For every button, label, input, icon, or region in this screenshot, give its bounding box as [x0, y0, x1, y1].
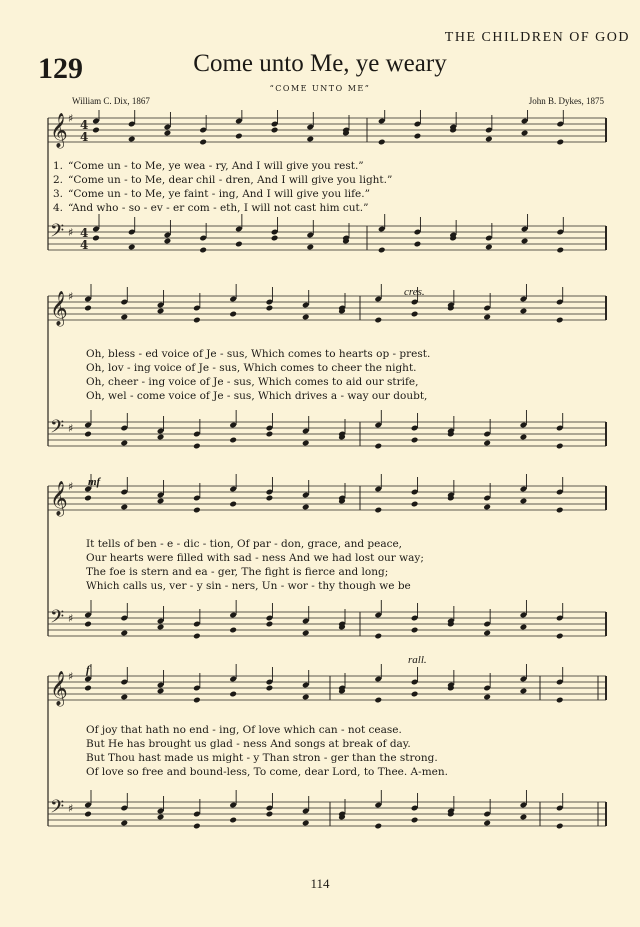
note-head — [84, 495, 92, 502]
note-head — [520, 624, 528, 631]
note-head — [556, 697, 564, 704]
note-head — [374, 697, 382, 704]
note-head — [157, 688, 165, 695]
time-signature-bottom: 4 — [80, 238, 89, 252]
key-sharp-icon: ♯ — [68, 670, 74, 683]
page-number: 114 — [310, 876, 330, 891]
note-head — [302, 440, 310, 447]
music-system-2 — [0, 282, 640, 462]
note-head — [414, 133, 422, 140]
bass-clef-icon: 𝄢 — [50, 417, 65, 442]
music-system-3 — [0, 472, 640, 652]
lyric-line: Which calls us, ver - y sin - ners, Un - wor - thy though we be — [86, 580, 411, 592]
note-head — [520, 688, 528, 695]
composer-credit: John B. Dykes, 1875 — [528, 96, 604, 106]
note-head — [302, 314, 310, 321]
note-head — [520, 434, 528, 441]
note-head — [556, 823, 564, 830]
note-head — [302, 820, 310, 827]
note-head — [84, 431, 92, 438]
note-head — [128, 136, 136, 143]
lyric-line: Oh, bless - ed voice of Je - sus, Which comes to hearts op - prest. — [86, 348, 431, 360]
lyric-line — [45, 174, 392, 187]
lyric-line: It tells of ben - e - dic - tion, Of par - don, grace, and peace, — [86, 538, 403, 550]
bass-clef-icon: 𝄢 — [50, 797, 65, 822]
key-sharp-icon: ♯ — [68, 802, 74, 815]
note-head — [92, 127, 100, 134]
note-head — [92, 235, 100, 242]
note-head — [556, 317, 564, 324]
note-head — [266, 305, 274, 312]
verse-number: 2. — [52, 174, 63, 186]
lyric-text: “Come un - to Me, dear chil - dren, And I will give you light.” — [68, 174, 393, 186]
note-head — [302, 694, 310, 701]
key-sharp-icon: ♯ — [68, 290, 74, 303]
lyric-text: “Come un - to Me, ye faint - ing, And I will give you life.” — [68, 188, 370, 200]
note-head — [556, 247, 564, 254]
music-system-1 — [0, 110, 640, 270]
hymn-number: 129 — [38, 52, 83, 85]
key-sharp-icon: ♯ — [68, 112, 74, 125]
lyric-line: The foe is stern and ea - ger, The fight is fierce and long; — [86, 566, 389, 578]
note-head — [199, 247, 207, 254]
bass-clef-icon: 𝄢 — [50, 221, 65, 246]
note-head — [157, 308, 165, 315]
note-head — [84, 621, 92, 628]
note-head — [411, 627, 419, 634]
note-head — [556, 633, 564, 640]
dynamic-f: f — [86, 664, 90, 676]
note-head — [411, 437, 419, 444]
treble-clef-icon: 𝄞 — [50, 671, 68, 706]
lyric-line: Oh, wel - come voice of Je - sus, Which drives a - way our doubt, — [86, 390, 428, 402]
note-head — [302, 630, 310, 637]
note-head — [157, 498, 165, 505]
note-head — [229, 437, 237, 444]
note-head — [374, 633, 382, 640]
note-head — [520, 498, 528, 505]
section-title: THE CHILDREN OF GOD — [444, 30, 630, 45]
note-head — [229, 311, 237, 318]
note-head — [193, 443, 201, 450]
lyric-line — [45, 160, 364, 173]
lyric-line: Oh, cheer - ing voice of Je - sus, Which comes to aid our strife, — [86, 376, 419, 388]
note-head — [483, 504, 491, 511]
note-head — [120, 630, 128, 637]
note-head — [120, 314, 128, 321]
verse-number: 4. — [52, 202, 63, 214]
note-head — [374, 507, 382, 514]
note-head — [520, 814, 528, 821]
note-head — [193, 507, 201, 514]
note-head — [120, 504, 128, 511]
key-sharp-icon: ♯ — [68, 422, 74, 435]
note-head — [266, 431, 274, 438]
note-head — [411, 817, 419, 824]
note-head — [84, 305, 92, 312]
note-head — [229, 691, 237, 698]
note-head — [199, 139, 207, 146]
lyric-text: “Come un - to Me, ye wea - ry, And I will give you rest.” — [68, 160, 364, 172]
lyric-line — [45, 188, 370, 201]
note-head — [485, 136, 493, 143]
note-head — [483, 630, 491, 637]
treble-clef-icon: 𝄞 — [50, 291, 68, 326]
note-head — [193, 317, 201, 324]
verse-number: 1. — [52, 160, 63, 172]
note-head — [157, 814, 165, 821]
note-head — [306, 136, 314, 143]
note-head — [378, 139, 386, 146]
note-head — [235, 241, 243, 248]
lyric-line: Oh, lov - ing voice of Je - sus, Which comes to cheer the night. — [86, 362, 417, 374]
key-sharp-icon: ♯ — [68, 612, 74, 625]
dynamic-rall: rall. — [408, 654, 427, 666]
dynamic-cres: cres. — [404, 286, 425, 298]
note-head — [84, 685, 92, 692]
music-system-4 — [0, 654, 640, 844]
note-head — [374, 823, 382, 830]
verse-number: 3. — [52, 188, 63, 200]
time-signature-bottom: 4 — [80, 130, 89, 144]
lyric-line: Of love so free and bound-less, To come, dear Lord, to Thee. A-men. — [86, 766, 448, 778]
note-head — [521, 130, 529, 137]
note-head — [374, 443, 382, 450]
note-head — [271, 235, 279, 242]
note-head — [128, 244, 136, 251]
note-head — [483, 314, 491, 321]
note-head — [266, 811, 274, 818]
note-head — [229, 817, 237, 824]
note-head — [193, 697, 201, 704]
note-head — [483, 820, 491, 827]
lyric-text: “And who - so - ev - er com - eth, I will not cast him cut.” — [68, 202, 369, 214]
author-credit: William C. Dix, 1867 — [72, 96, 150, 106]
note-head — [84, 811, 92, 818]
note-head — [414, 241, 422, 248]
note-head — [120, 820, 128, 827]
note-head — [411, 311, 419, 318]
note-head — [556, 507, 564, 514]
time-signature-top: 4 — [80, 118, 89, 132]
note-head — [164, 130, 172, 137]
note-head — [520, 308, 528, 315]
note-head — [266, 495, 274, 502]
note-head — [411, 501, 419, 508]
note-head — [271, 127, 279, 134]
lyric-line — [45, 202, 368, 215]
lyric-line: But He has brought us glad - ness And songs at break of day. — [86, 738, 411, 750]
note-head — [306, 244, 314, 251]
key-sharp-icon: ♯ — [68, 226, 74, 239]
note-head — [485, 244, 493, 251]
note-head — [120, 440, 128, 447]
hymn-title: Come unto Me, ye weary — [193, 50, 447, 77]
lyric-line: Our hearts were filled with sad - ness And we had lost our way; — [86, 552, 424, 564]
note-head — [556, 443, 564, 450]
note-head — [556, 139, 564, 146]
note-head — [120, 694, 128, 701]
note-head — [157, 624, 165, 631]
note-head — [266, 685, 274, 692]
note-head — [411, 691, 419, 698]
note-head — [483, 440, 491, 447]
note-head — [521, 238, 529, 245]
lyric-line: Of joy that hath no end - ing, Of love which can - not cease. — [86, 724, 402, 736]
note-head — [235, 133, 243, 140]
key-sharp-icon: ♯ — [68, 480, 74, 493]
time-signature-top: 4 — [80, 226, 89, 240]
note-head — [164, 238, 172, 245]
treble-clef-icon: 𝄞 — [50, 481, 68, 516]
note-head — [378, 247, 386, 254]
lyric-line: But Thou hast made us might - y Than stron - ger than the strong. — [86, 752, 438, 764]
dynamic-mf: mf — [88, 476, 101, 488]
note-head — [193, 823, 201, 830]
note-head — [374, 317, 382, 324]
note-head — [157, 434, 165, 441]
note-head — [302, 504, 310, 511]
note-head — [483, 694, 491, 701]
note-head — [229, 501, 237, 508]
note-head — [229, 627, 237, 634]
note-head — [266, 621, 274, 628]
note-head — [193, 633, 201, 640]
treble-clef-icon: 𝄞 — [50, 113, 68, 148]
bass-clef-icon: 𝄢 — [50, 607, 65, 632]
tune-name: “COME UNTO ME” — [269, 84, 371, 93]
